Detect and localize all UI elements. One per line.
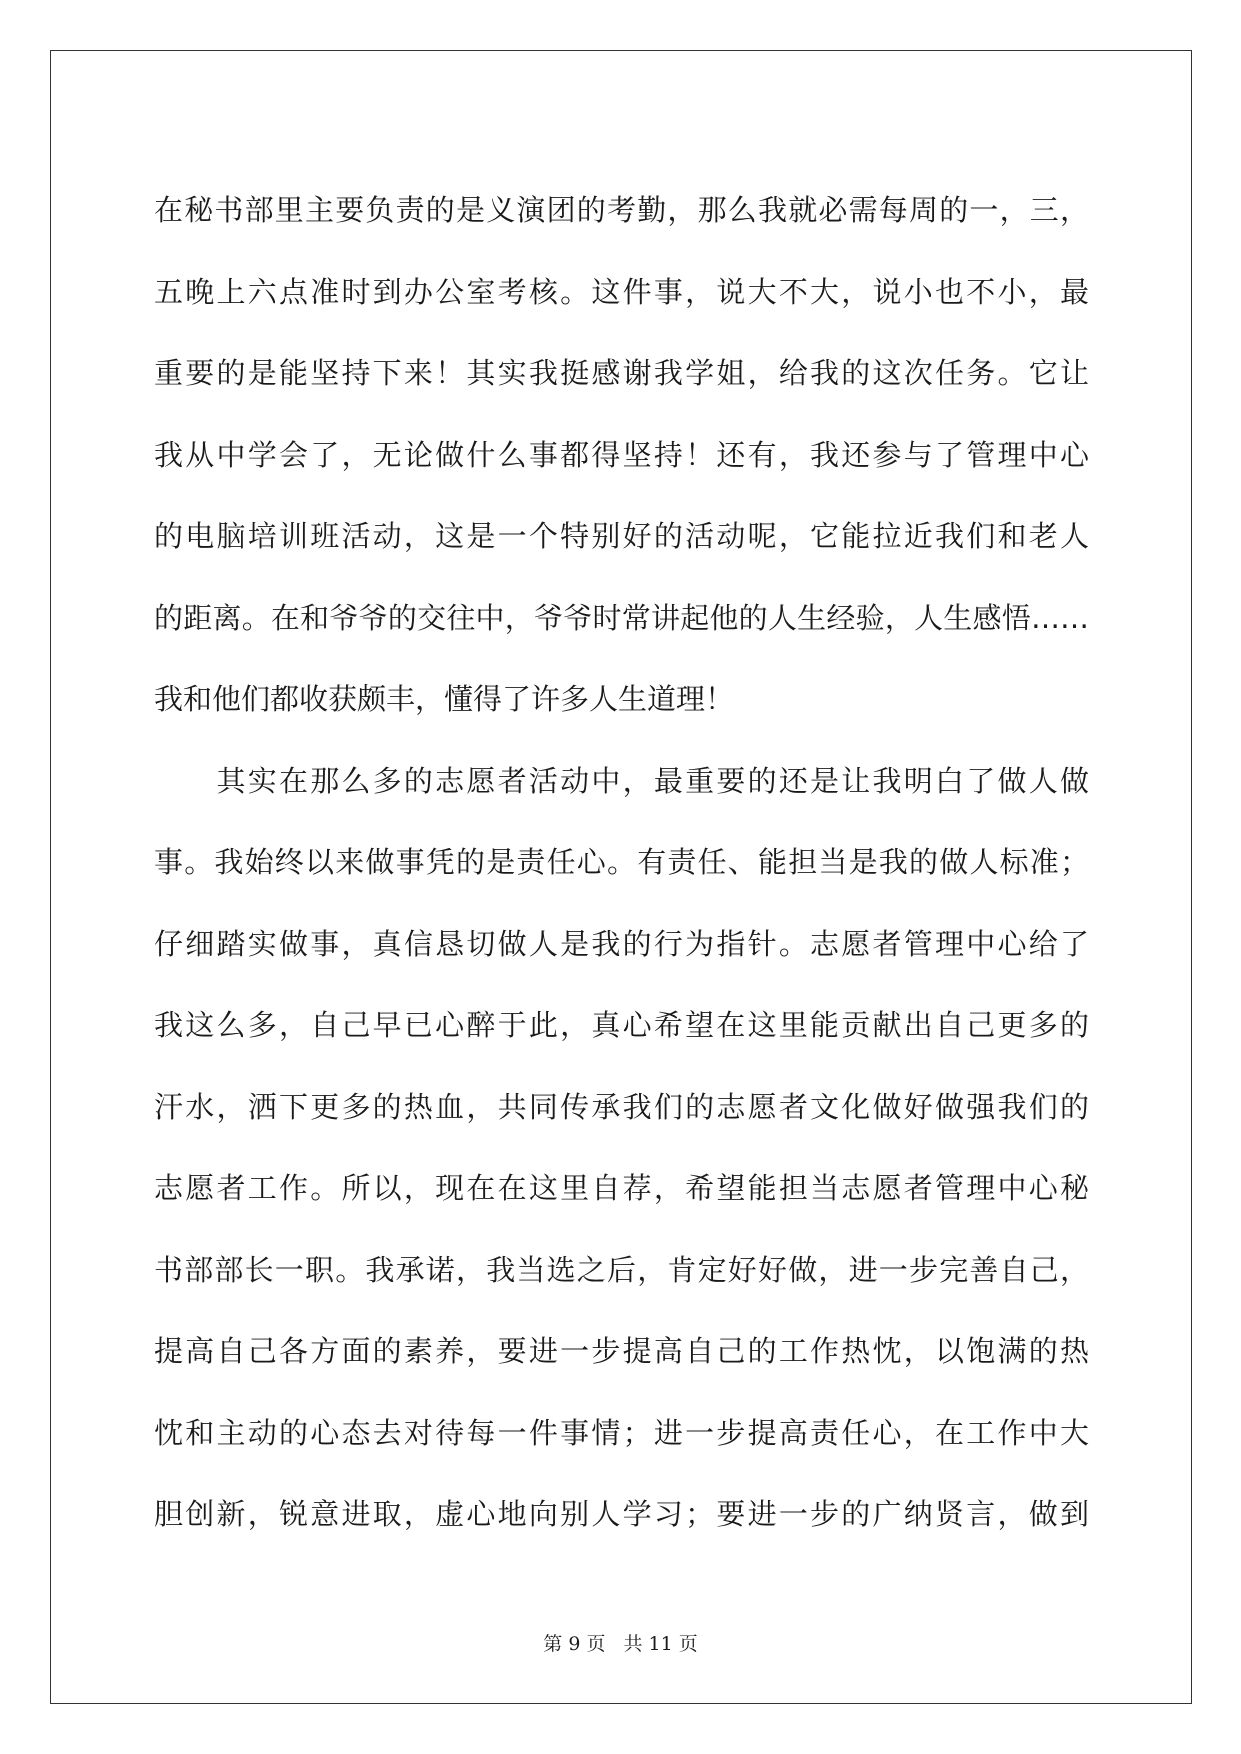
text-line-2: 五晚上六点准时到办公室考核。这件事，说大不大，说小也不小，最 [154, 274, 1089, 309]
text-line-11: 我这么多，自己早已心醉于此，真心希望在这里能贡献出自己更多的 [154, 1008, 1089, 1042]
page-number: 第 9 页 [543, 1633, 606, 1655]
text-line-7: 我和他们都收获颇丰，懂得了许多人生道理！ [154, 682, 735, 716]
text-line-15: 提高自己各方面的素养，要进一步提高自己的工作热忱，以饱满的热 [154, 1334, 1089, 1368]
text-line-17: 胆创新，锐意进取，虚心地向别人学习；要进一步的广纳贤言，做到 [154, 1497, 1089, 1531]
text-line-10: 仔细踏实做事，真信恳切做人是我的行为指针。志愿者管理中心给了 [154, 926, 1089, 961]
text-line-12: 汗水，洒下更多的热血，共同传承我们的志愿者文化做好做强我们的 [154, 1089, 1089, 1124]
text-line-4: 我从中学会了，无论做什么事都得坚持！还有，我还参与了管理中心 [154, 437, 1089, 472]
page-footer [0, 1632, 1241, 1656]
page-total: 共 11 页 [623, 1633, 698, 1655]
text-line-5: 的电脑培训班活动，这是一个特别好的活动呢，它能拉近我们和老人 [154, 519, 1089, 553]
text-line-6: 的距离。在和爷爷的交往中，爷爷时常讲起他的人生经验，人生感悟…… [154, 600, 1089, 635]
text-line-9: 事。我始终以来做事凭的是责任心。有责任、能担当是我的做人标准； [154, 845, 1089, 879]
text-line-14: 书部部长一职。我承诺，我当选之后，肯定好好做，进一步完善自己， [154, 1252, 1089, 1287]
text-line-13: 志愿者工作。所以，现在在这里自荐，希望能担当志愿者管理中心秘 [154, 1171, 1089, 1205]
text-line-3: 重要的是能坚持下来！其实我挺感谢我学姐，给我的这次任务。它让 [154, 356, 1089, 390]
text-line-8: 其实在那么多的志愿者活动中，最重要的还是让我明白了做人做 [154, 763, 1089, 798]
document-body [154, 170, 1089, 1556]
text-line-16: 忱和主动的心态去对待每一件事情；进一步提高责任心，在工作中大 [154, 1415, 1089, 1450]
text-line-1: 在秘书部里主要负责的是义演团的考勤，那么我就必需每周的一，三， [154, 193, 1089, 227]
